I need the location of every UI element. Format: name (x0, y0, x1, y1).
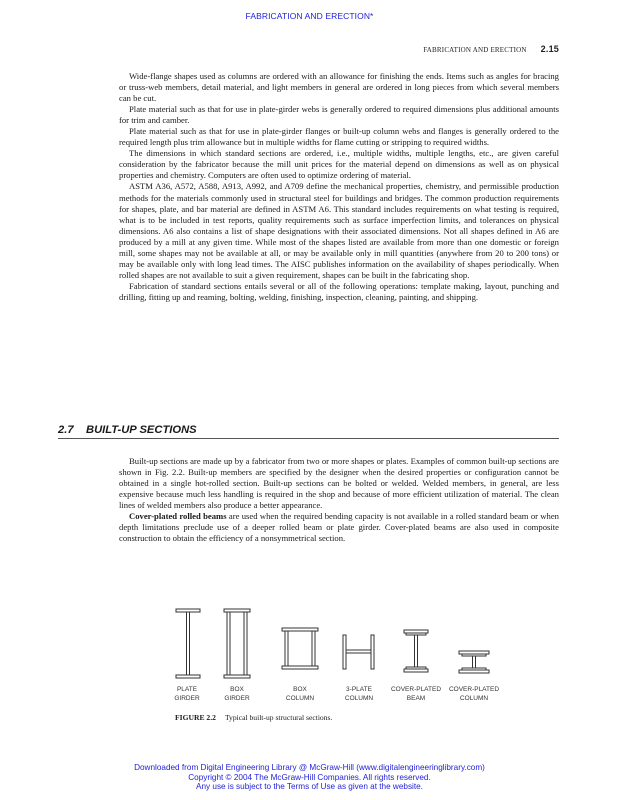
paragraph: Built-up sections are made up by a fabricator from two or more shapes or plates. Examples of common built-up sections are shown in Fig. 2.2. Built-up members are specified by the designer when the desired properties or configuration cannot be obtained in a single hot-rolled section. Built-up sections can be bolted or welded. Welded members, in general, are less expensive because much less handling is required in the shop and because of more efficient utilization of material. The clean lines of welded members also produce a better appearance. (119, 456, 559, 511)
label-box-column: BOX COLUMN (285, 686, 315, 702)
label-3-plate-column: 3-PLATE COLUMN (344, 686, 374, 702)
page-number: 2.15 (540, 44, 559, 54)
paragraph: Wide-flange shapes used as columns are ordered with an allowance for finishing the ends. Items such as angles for bracing or truss-web members, detail material, and light members in general are ordered in long pieces from which several members can be cut. (119, 71, 559, 104)
footer (0, 763, 619, 792)
box-column-section (282, 628, 318, 669)
sections-diagram (119, 600, 559, 730)
paragraph: The dimensions in which standard sections are ordered, i.e., multiple widths, multiple lengths, etc., are given careful consideration by the fabricator because the mill unit prices for the material depend on dimensions as well as on physical properties and chemistry. Computers are often used to optimize ordering of material. (119, 148, 559, 181)
label-cover-plated-column: COVER-PLATED COLUMN (448, 686, 500, 702)
paragraph: Plate material such as that for use in plate-girder webs is generally ordered to required dimensions plus additional amounts for trim and camber. (119, 104, 559, 126)
plate-girder-section (176, 609, 200, 678)
figure-caption (175, 713, 332, 722)
cover-plated-beam-section (404, 630, 428, 672)
figure-caption-text: Typical built-up structural sections. (224, 713, 333, 722)
label-box-girder: BOX GIRDER (224, 686, 250, 702)
section-heading (58, 424, 559, 439)
footer-terms[interactable]: Any use is subject to the Terms of Use as given at the website. (196, 782, 423, 792)
label-cover-plated-beam: COVER-PLATED BEAM (390, 686, 442, 702)
top-banner-title[interactable]: FABRICATION AND ERECTION* (245, 11, 374, 21)
paragraph-cover-plated (119, 511, 559, 544)
figure-number: FIGURE 2.2 (175, 713, 216, 722)
paragraph: ASTM A36, A572, A588, A913, A992, and A709 define the mechanical properties, chemistry, and permissible production methods for the materials commonly used in structural steel for buildings and bridges. The common production requirements for shapes, plate, and bar material are defined in ASTM A6. This standard includes requirements on what testing is required, what is to be included in test reports, quality requirements such as surface imperfection limits, and tolerances on physical dimensions. A6 also contains a list of shape designations with their associated dimensions. Not all shapes defined in A6 are produced by a mill at any given time. While most of the shapes listed are available from more than one domestic or foreign mill, some shapes may not be available at all, or may be available only in mill quantities (anywhere from 20 to 200 tons) or may be available only with long lead times. The AISC publishes information on the availability of shapes periodically. When rolled shapes are not available to suit a given requirement, shapes can be built in the fabricating shop. (119, 181, 559, 280)
running-head (423, 44, 559, 54)
figure-built-up-sections (119, 600, 559, 730)
bold-term: Cover-plated rolled beams (129, 511, 227, 522)
box-girder-section (224, 609, 250, 678)
paragraph: Fabrication of standard sections entails several or all of the following operations: template making, layout, punching and drilling, fitting up and reaming, bolting, welding, finishing, inspection, cleaning, painting, and shipping. (119, 280, 559, 302)
section-number: 2.7 (58, 424, 74, 436)
label-plate-girder: PLATE GIRDER (174, 686, 200, 702)
body-text-top (119, 71, 559, 303)
three-plate-column-section (343, 635, 374, 669)
section-title: BUILT-UP SECTIONS (86, 424, 197, 436)
footer-download-link[interactable]: Downloaded from Digital Engineering Library @ McGraw-Hill (www.digitalengineeringlibrary.com) (134, 763, 485, 772)
paragraph-rest: are used when the required bending capacity is not available in a rolled standard beam or when depth limitations preclude use of a deeper rolled beam or plate girder. Cover-plated beams are also used in composite construction to obtain the efficiency of a nonsymmetrical section. (119, 511, 559, 544)
running-head-title: FABRICATION AND ERECTION (423, 46, 527, 54)
cover-plated-column-section (459, 651, 489, 673)
body-text-builtup (119, 456, 559, 544)
paragraph: Plate material such as that for use in plate-girder flanges or built-up column webs and flanges is generally ordered to the required length plus trim allowance but in multiple widths for flame cutting or stripping to required widths. (119, 126, 559, 148)
footer-copyright: Copyright © 2004 The McGraw-Hill Companies. All rights reserved. (188, 772, 431, 782)
